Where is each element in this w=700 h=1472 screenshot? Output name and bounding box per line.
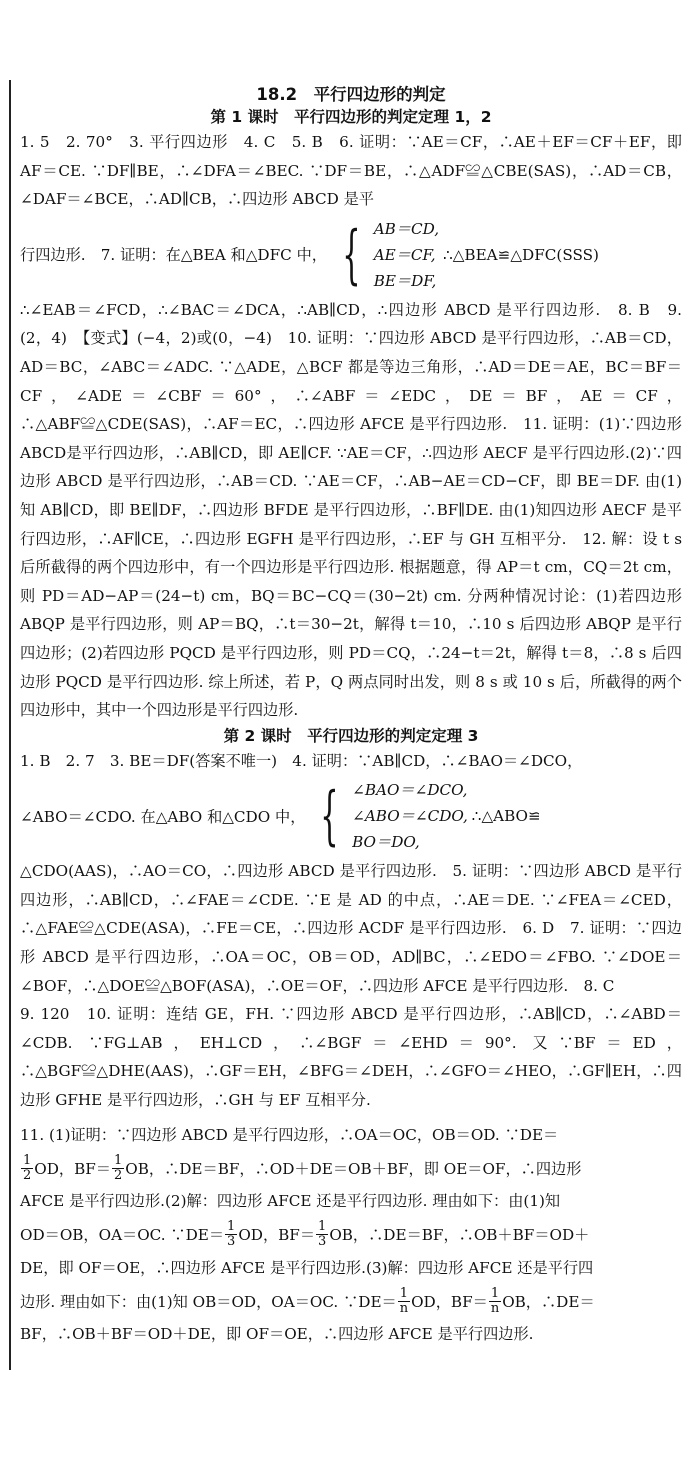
answer-page	[20, 84, 682, 1349]
q11-line-c: AFCE 是平行四边形.(2)解：四边形 AFCE 还是平行四边形. 理由如下：由(1)知	[20, 1192, 561, 1211]
fraction-one-over-n: $\frac{1}{n}$	[490, 1285, 500, 1316]
system-line: ∠ABO＝∠CDO,	[352, 807, 468, 826]
fraction-one-over-n: $\frac{1}{n}$	[399, 1285, 409, 1316]
fraction-one-half: $\frac{1}{2}$	[113, 1152, 123, 1183]
system-lines	[374, 216, 439, 294]
q11-line-a: 11. (1)证明：∵四边形 ABCD 是平行四边形，∴OA＝OC，OB＝OD. ∵DE＝	[20, 1125, 559, 1144]
q11-line-d: OD＝OB，OA＝OC. ∵DE＝ $\frac{1}{3}$ OD，BF＝ $\frac{1}{3}$ OB，∴DE＝BF，∴OB＋BF＝OD＋	[20, 1219, 590, 1250]
lesson2-paragraph-3: 9. 120 10. 证明：连结 GE，FH. ∵四边形 ABCD 是平行四边形，∴AB∥CD，∴∠ABD＝∠CDB. ∵FG⊥AB，EH⊥CD，∴∠BGF＝∠EHD＝90°. 又∵BF＝ED，∴△BGF≌△DHE(AAS)，∴GF＝EH，∠BFG＝∠DEH，∴∠GFO＝∠HEO，∴GF∥EH，∴四边形 GFHE 是平行四边形，∴GH 与 EF 互相平分.	[20, 1005, 682, 1110]
system-intro: ∠ABO＝∠CDO. 在△ABO 和△CDO 中，	[20, 807, 306, 826]
system-line: BO＝DO,	[352, 833, 420, 852]
left-brace: {	[342, 217, 361, 292]
lesson2-equation-system	[20, 775, 682, 857]
fraction-one-third: $\frac{1}{3}$	[318, 1219, 327, 1250]
section-title: 18.2 平行四边形的判定	[256, 85, 446, 104]
lesson1-title: 第 1 课时 平行四边形的判定定理 1，2	[210, 108, 492, 126]
system-conclusion: ∴△ABO≌	[471, 807, 541, 826]
lesson1-paragraph-1: 1. 5 2. 70° 3. 平行四边形 4. C 5. B 6. 证明：∵AE＝CF，∴AE＋EF＝CF＋EF，即 AF＝CE. ∵DF∥BE，∴∠DFA＝∠BEC. ∵DF＝BE，∴△ADF≌△CBE(SAS)，∴AD＝CB，∠DAF＝∠BCE，∴AD∥CB，∴四边形 ABCD 是平	[20, 133, 682, 209]
lesson1-equation-system	[20, 214, 682, 296]
left-brace: {	[320, 779, 339, 854]
lesson1-paragraph-2: ∴∠EAB＝∠FCD，∴∠BAC＝∠DCA，∴AB∥CD，∴四边形 ABCD 是平行四边形. 8. B 9. (2，4) 【变式】(−4，2)或(0，−4) 10. 证明：∵四边形 ABCD 是平行四边形，∴AB＝CD，AD＝BC，∠ABC＝∠ADC. ∵△ADE，△BCF 都是等边三角形，∴AD＝DE＝AE，BC＝BF＝CF，∠ADE＝∠CBF＝60°，∴∠ABF＝∠EDC，DE＝BF，AE＝CF，∴△ABF≌△CDE(SAS)，∴AF＝EC，∴四边形 AFCE 是平行四边形. 11. 证明：(1)∵四边形ABCD是平行四边形，∴AB∥CD，即 AE∥CF. ∵AE＝CF，∴四边形 AECF 是平行四边形.(2)∵四边形 ABCD 是平行四边形，∴AB＝CD. ∵AE＝CF，∴AB−AE＝CD−CF，即 BE＝DF. 由(1)知 AB∥CD，即 BE∥DF，∴四边形 BFDE 是平行四边形，∴BF∥DE. 由(1)知四边形 AECF 是平行四边形，∴AF∥CE，∴四边形 EGFH 是平行四边形，∴EF 与 GH 互相平分. 12. 解：设 t s 后所截得的两个四边形中，有一个四边形是平行四边形. 根据题意，得 AP＝t cm，CQ＝2t cm，则 PD＝AD−AP＝(24−t) cm，BQ＝BC−CQ＝(30−2t) cm. 分两种情况讨论：(1)若四边形 ABQP 是平行四边形，则 AP＝BQ，∴t＝30−2t，解得 t＝10，∴10 s 后四边形 ABQP 是平行四边形；(2)若四边形 PQCD 是平行四边形，则 PD＝CQ，∴24−t＝2t，解得 t＝8，∴8 s 后四边形 PQCD 是平行四边形. 综上所述，若 P，Q 两点同时出发，则 8 s 或 10 s 后，所截得的两个四边形中，其中一个四边形是平行四边形.	[20, 300, 682, 720]
system-intro: 行四边形. 7. 证明：在△BEA 和△DFC 中，	[20, 246, 327, 265]
system-line: ∠BAO＝∠DCO,	[352, 781, 468, 800]
lesson2-line-1: 1. B 2. 7 3. BE＝DF(答案不唯一) 4. 证明：∵AB∥CD，∴∠BAO＝∠DCO，	[20, 751, 583, 770]
lesson2-paragraph-2: △CDO(AAS)，∴AO＝CO，∴四边形 ABCD 是平行四边形. 5. 证明：∵四边形 ABCD 是平行四边形，∴AB∥CD，∴∠FAE＝∠CDE. ∵E 是 AD 的中点，∴AE＝DE. ∵∠FEA＝∠CED，∴△FAE≌△CDE(ASA)，∴FE＝CE，∴四边形 ACDF 是平行四边形. 6. D 7. 证明：∵四边形 ABCD 是平行四边形，∴OA＝OC，OB＝OD，AD∥BC，∴∠EDO＝∠FBO. ∵∠DOE＝∠BOF，∴△DOE≌△BOF(ASA)，∴OE＝OF，∴四边形 AFCE 是平行四边形. 8. C	[20, 862, 682, 995]
system-line: AB＝CD,	[373, 219, 440, 238]
system-line: AE＝CF,	[373, 245, 436, 264]
system-conclusion: ∴△BEA≌△DFC(SSS)	[443, 245, 599, 264]
system-line: BE＝DF,	[373, 271, 437, 290]
margin-rule	[9, 80, 11, 1370]
fraction-one-half: $\frac{1}{2}$	[23, 1152, 32, 1183]
lesson2-title: 第 2 课时 平行四边形的判定定理 3	[223, 726, 479, 745]
q11-line-f: 边形. 理由如下：由(1)知 OB＝OD，OA＝OC. ∵DE＝ $\frac{1}{n}$ OD，BF＝ $\frac{1}{n}$ OB，∴DE＝	[20, 1285, 595, 1316]
system-lines	[352, 777, 468, 855]
q11-line-b: $\frac{1}{2}$ OD，BF＝ $\frac{1}{2}$ OB，∴DE＝BF，∴OD＋DE＝OB＋BF，即 OE＝OF，∴四边形	[23, 1152, 582, 1183]
fraction-one-third: $\frac{1}{3}$	[227, 1219, 236, 1250]
q11-line-g: BF，∴OB＋BF＝OD＋DE，即 OF＝OE，∴四边形 AFCE 是平行四边形.	[20, 1325, 534, 1344]
q11-line-e: DE，即 OF＝OE，∴四边形 AFCE 是平行四边形.(3)解：四边形 AFCE 还是平行四	[20, 1258, 594, 1277]
